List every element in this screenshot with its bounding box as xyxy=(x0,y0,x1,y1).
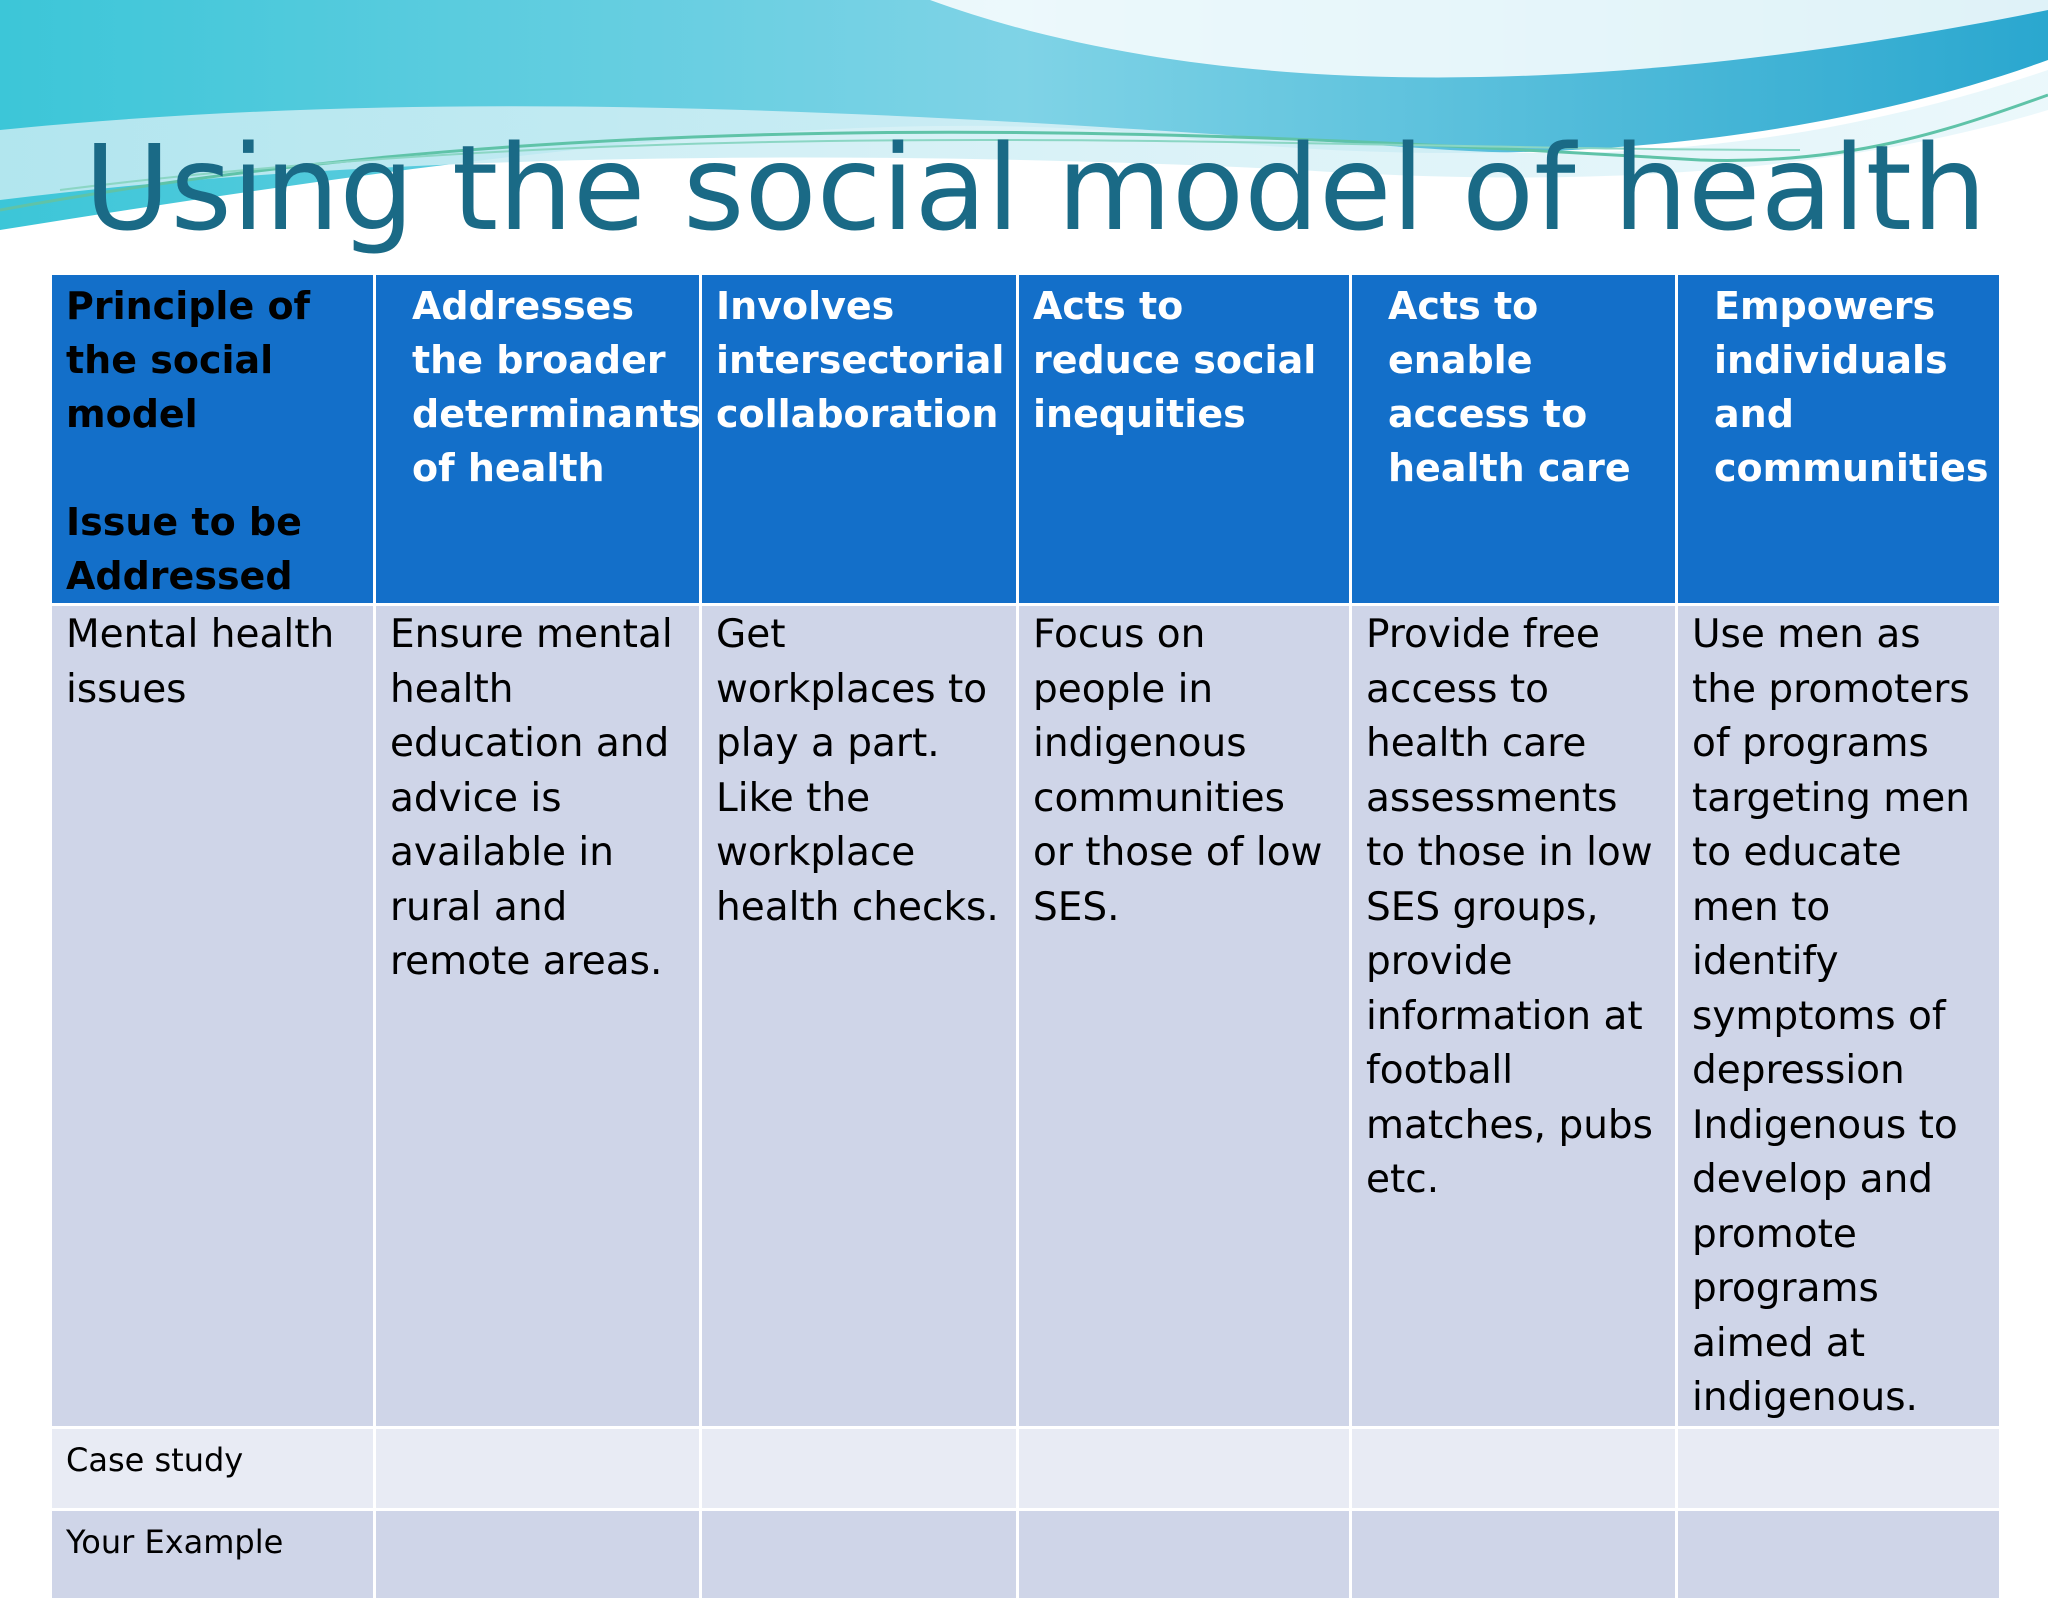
social-model-table xyxy=(49,272,2002,1601)
table-cell xyxy=(701,1427,1018,1509)
table-cell xyxy=(1351,1427,1677,1509)
header-issue-label: Issue to be Addressed xyxy=(66,500,302,598)
table-row xyxy=(51,1509,2001,1599)
table-cell: Focus on people in indigenous communities or those of low SES. xyxy=(1018,605,1351,1428)
table-cell xyxy=(375,1427,701,1509)
table-header-row xyxy=(51,274,2001,605)
table-cell xyxy=(1677,1509,2001,1599)
table-cell: Use men as the promoters of programs targeting men to educate men to identify symptoms of depression Indigenous to develop and promote programs aimed at indigenous. xyxy=(1677,605,2001,1428)
header-cell-inequities: Acts to reduce social inequities xyxy=(1018,274,1351,605)
slide-title: Using the social model of health xyxy=(84,119,1987,257)
header-cell-principle xyxy=(51,274,375,605)
header-cell-collaboration: Involves intersectorial collaboration xyxy=(701,274,1018,605)
table-cell xyxy=(1018,1427,1351,1509)
table-cell: Provide free access to health care assessments to those in low SES groups, provide information at football matches, pubs etc. xyxy=(1351,605,1677,1428)
table-cell: Get workplaces to play a part. Like the workplace health checks. xyxy=(701,605,1018,1428)
issue-cell: Your Example xyxy=(51,1509,375,1599)
table-cell xyxy=(1677,1427,2001,1509)
header-principle-label: Principle of the social model xyxy=(66,284,311,436)
table-cell xyxy=(701,1509,1018,1599)
table-row xyxy=(51,605,2001,1428)
table-cell: Ensure mental health education and advice is available in rural and remote areas. xyxy=(375,605,701,1428)
table-cell xyxy=(1018,1509,1351,1599)
header-cell-empowers: Empowers individuals and communities xyxy=(1677,274,2001,605)
table-cell xyxy=(1351,1509,1677,1599)
table-cell xyxy=(375,1509,701,1599)
header-cell-access: Acts to enable access to health care xyxy=(1351,274,1677,605)
issue-cell: Case study xyxy=(51,1427,375,1509)
issue-cell: Mental health issues xyxy=(51,605,375,1428)
header-cell-determinants: Addresses the broader determinants of health xyxy=(375,274,701,605)
table-row xyxy=(51,1427,2001,1509)
